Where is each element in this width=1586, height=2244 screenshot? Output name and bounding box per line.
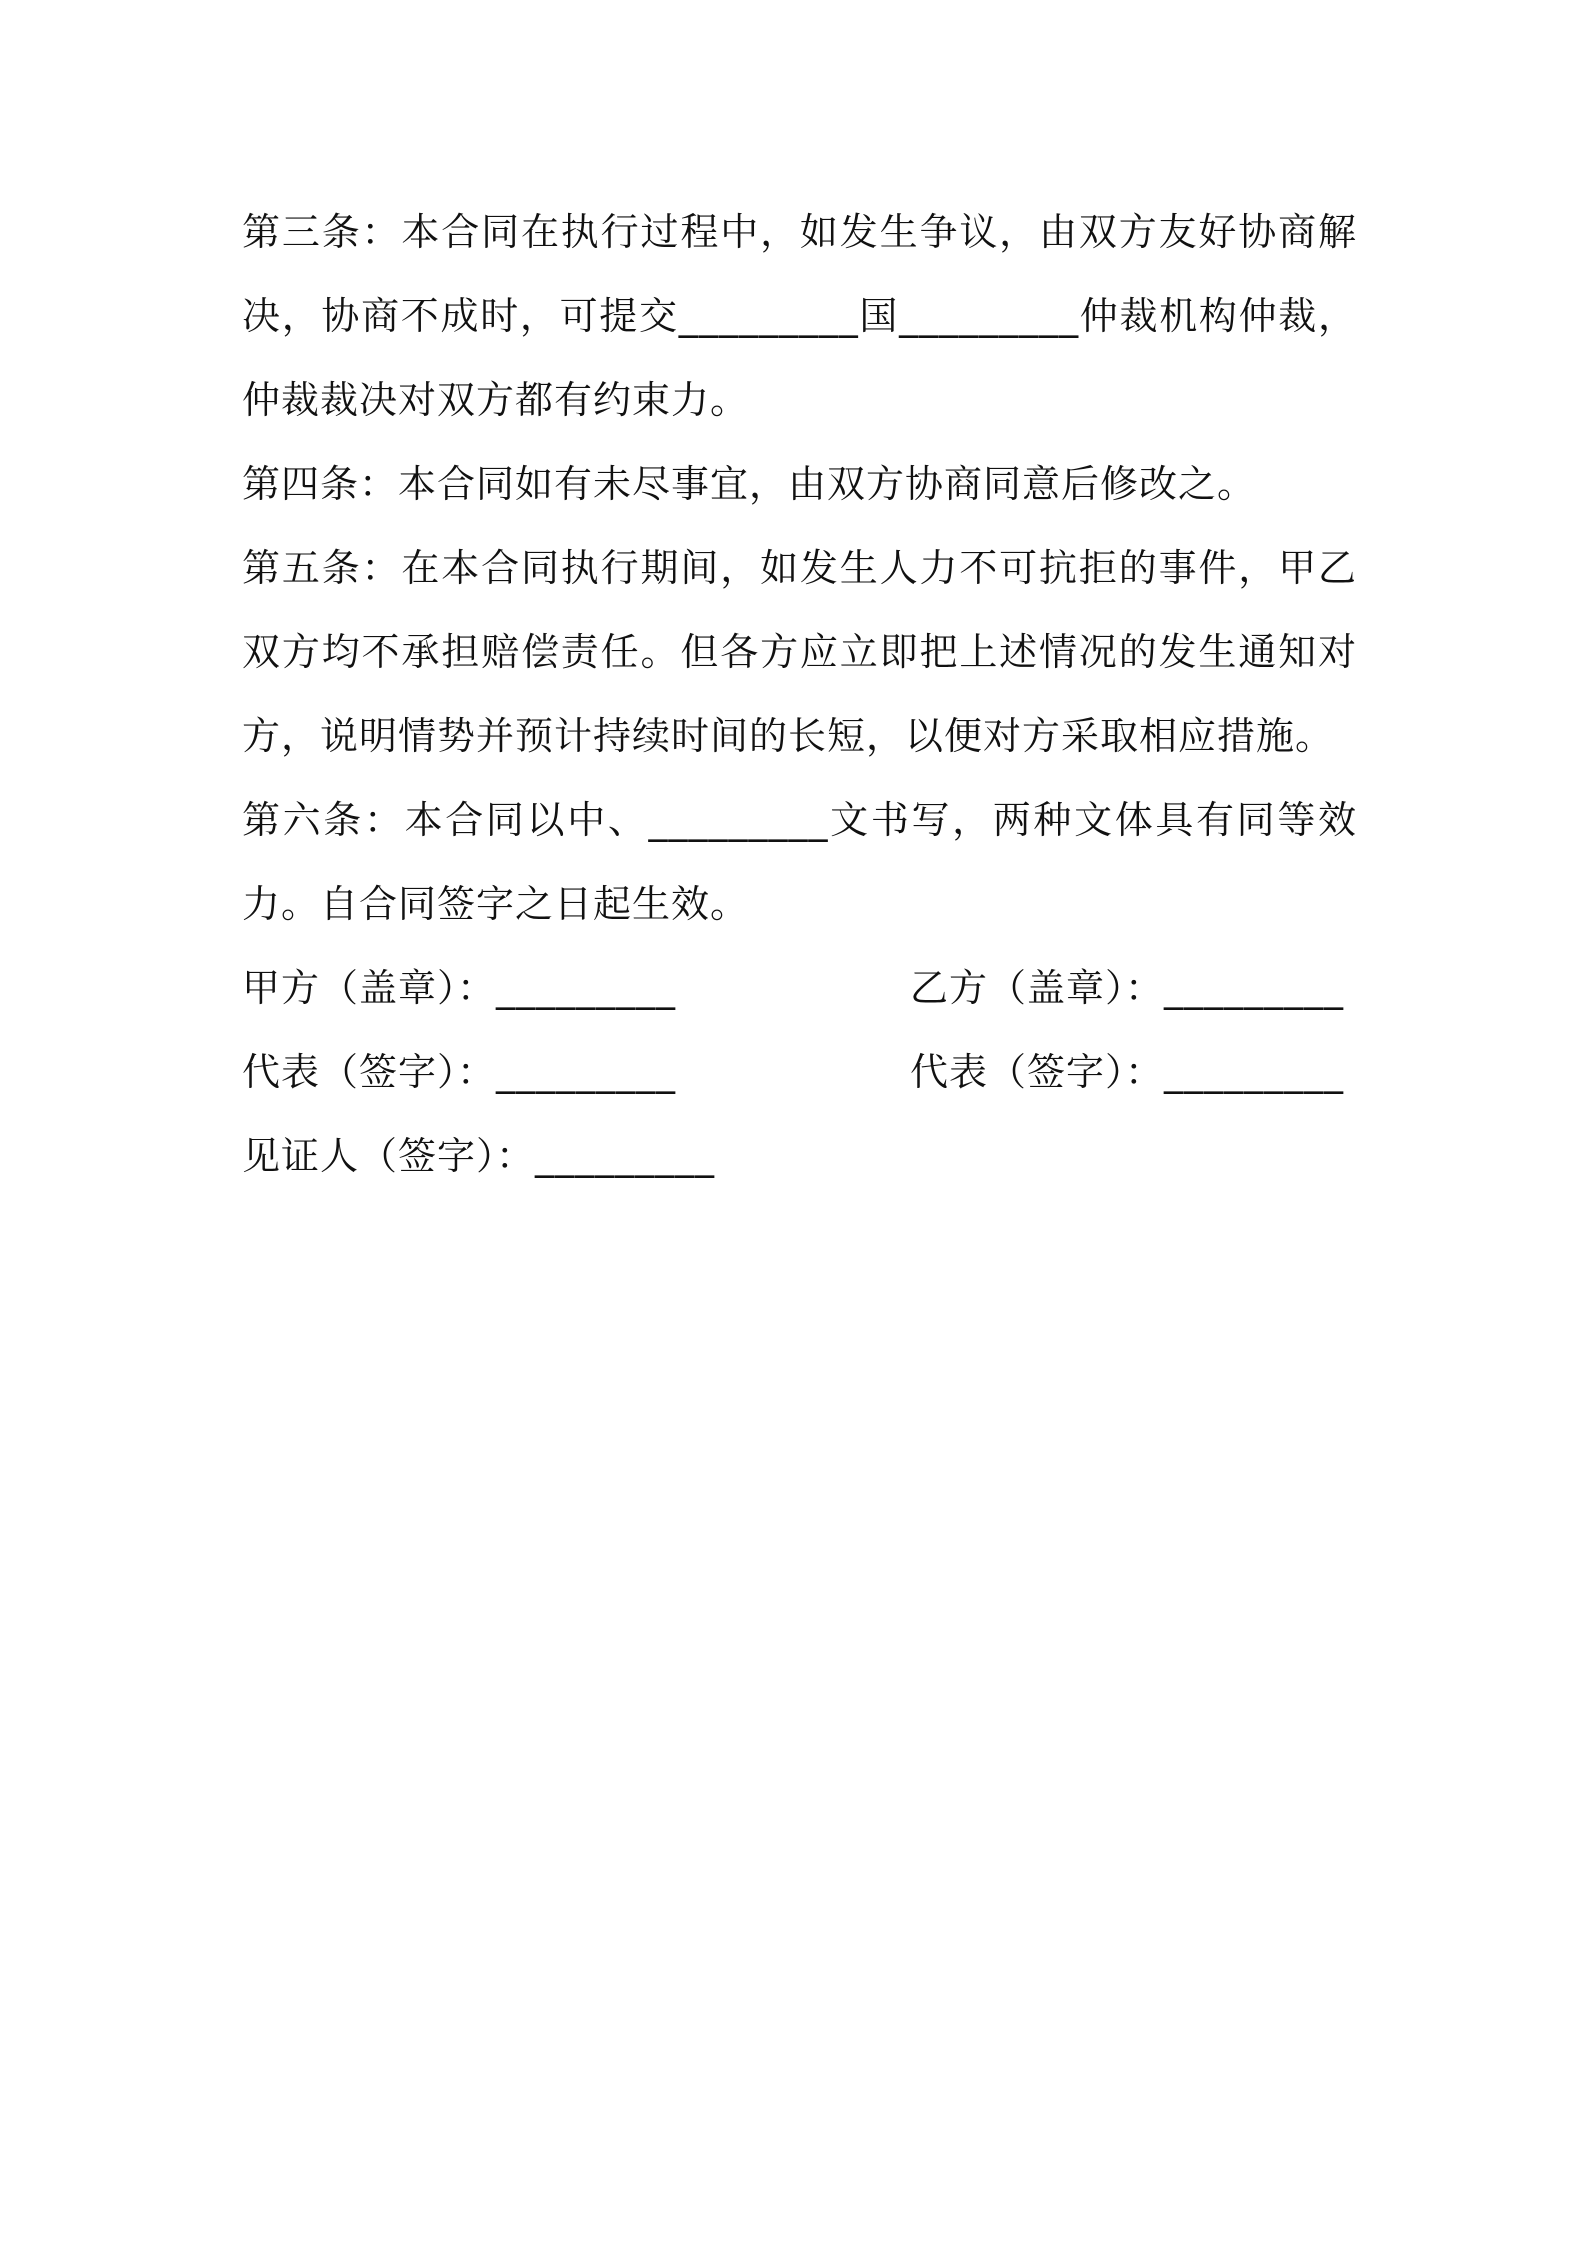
article-3: 第三条：本合同在执行过程中，如发生争议，由双方友好协商解决，协商不成时，可提交_________国_________仲裁机构仲裁，仲裁裁决对双方都有约束力。 (242, 210, 1357, 422)
party-b-representative-line: 代表（签字）：_________ (910, 1050, 1345, 1094)
party-a-representative-line: 代表（签字）：_________ (242, 1050, 677, 1094)
article-4: 第四条：本合同如有未尽事宜，由双方协商同意后修改之。 (242, 462, 1257, 506)
article-6: 第六条：本合同以中、_________文书写，两种文体具有同等效力。自合同签字之日起生效。 (242, 798, 1357, 926)
contract-body (242, 190, 1357, 1198)
article-5: 第五条：在本合同执行期间，如发生人力不可抗拒的事件，甲乙双方均不承担赔偿责任。但各方应立即把上述情况的发生通知对方，说明情势并预计持续时间的长短，以便对方采取相应措施。 (242, 546, 1357, 758)
signature-row-seal (242, 946, 1357, 1030)
signature-row-witness (242, 1114, 1357, 1198)
party-b-seal-line: 乙方（盖章）：_________ (910, 966, 1345, 1010)
witness-line: 见证人（签字）：_________ (242, 1134, 716, 1178)
signature-row-representative (242, 1030, 1357, 1114)
party-a-seal-line: 甲方（盖章）：_________ (242, 966, 677, 1010)
